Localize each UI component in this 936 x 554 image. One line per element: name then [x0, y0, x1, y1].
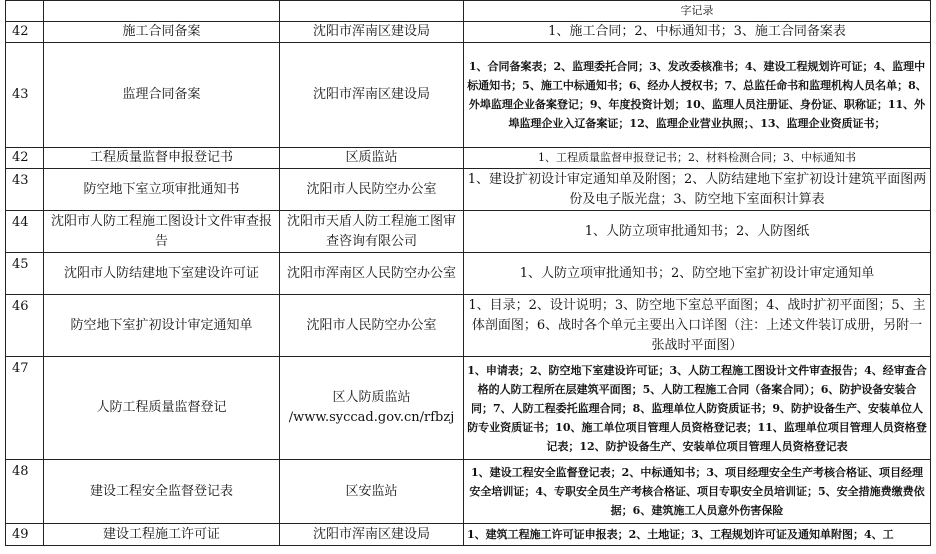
- row-number: 46: [6, 295, 44, 357]
- required-docs: 1、人防立项审批通知书；2、人防图纸: [464, 211, 931, 253]
- row-number: 47: [6, 357, 44, 460]
- row-number: 48: [6, 460, 44, 524]
- office-name: 沈阳市浑南区建设局: [280, 22, 464, 43]
- required-docs: 1、目录；2、设计说明；3、防空地下室总平面图；4、战时扩初平面图；5、主体剖面图；6、战时各个单元主要出入口详图（注：上述文件装订成册，另附一张战时平面图）: [464, 295, 931, 357]
- item-name: 施工合同备案: [44, 22, 280, 43]
- required-docs: 1、建设工程安全监督登记表；2、中标通知书；3、项目经理安全生产考核合格证、项目经理安全培训证；4、专职安全员生产考核合格证、项目专职安全员培训证；5、安全措施费缴费依据；6、建筑施工人员意外伤害保险: [464, 460, 931, 524]
- item-name: 建设工程安全监督登记表: [44, 460, 280, 524]
- row-number: 42: [6, 148, 44, 169]
- office-name: [280, 1, 464, 22]
- table-row: [6, 169, 931, 211]
- office-name: 区质监站: [280, 148, 464, 169]
- required-docs: 1、合同备案表；2、监理委托合同；3、发改委核准书；4、建设工程规划许可证；4、监理中标通知书；5、施工中标通知书；6、经办人授权书；7、总监任命书和监理机构人员名单；8、外埠监理企业备案登记；9、年度投资计划；10、监理人员注册证、身份证、职称证；11、外埠监理企业入辽备案证；12、监理企业营业执照；、13、监理企业资质证书；: [464, 43, 931, 148]
- table-row: [6, 295, 931, 357]
- row-number: 49: [6, 524, 44, 546]
- item-name: 沈阳市人防结建地下室建设许可证: [44, 253, 280, 295]
- table-row: [6, 43, 931, 148]
- required-docs: 字记录: [464, 1, 931, 22]
- required-docs: 1、申请表；2、防空地下室建设许可证；3、人防工程施工图设计文件审查报告；4、经审查合格的人防工程所在层建筑平面图；5、人防工程施工合同（备案合同）；6、防护设备安装合同；7、人防工程委托监理合同；8、监理单位人防资质证书；9、防护设备生产、安装单位人防专业资质证书；10、施工单位项目管理人员资格登记表；11、监理单位项目管理人员资格登记表；12、防护设备生产、安装单位项目管理人员资格登记表: [464, 357, 931, 460]
- required-docs: 1、施工合同；2、中标通知书；3、施工合同备案表: [464, 22, 931, 43]
- row-number: [6, 1, 44, 22]
- row-number: 44: [6, 211, 44, 253]
- item-name: 防空地下室立项审批通知书: [44, 169, 280, 211]
- table-row: [6, 148, 931, 169]
- item-name: 人防工程质量监督登记: [44, 357, 280, 460]
- item-name: 监理合同备案: [44, 43, 280, 148]
- table-row: [6, 460, 931, 524]
- table-row: [6, 253, 931, 295]
- item-name: 建设工程施工许可证: [44, 524, 280, 546]
- office-name: 沈阳市浑南区人民防空办公室: [280, 253, 464, 295]
- required-docs: 1、人防立项审批通知书；2、防空地下室扩初设计审定通知单: [464, 253, 931, 295]
- required-docs: 1、建设扩初设计审定通知单及附图；2、人防结建地下室扩初设计建筑平面图两份及电子版光盘；3、防空地下室面积计算表: [464, 169, 931, 211]
- office-name: 沈阳市人民防空办公室: [280, 295, 464, 357]
- office-name: 沈阳市浑南区建设局: [280, 43, 464, 148]
- required-docs: 1、工程质量监督申报登记书；2、材料检测合同；3、中标通知书: [464, 148, 931, 169]
- office-name: 区安监站: [280, 460, 464, 524]
- table-row: [6, 22, 931, 43]
- office-name: 沈阳市天盾人防工程施工图审查咨询有限公司: [280, 211, 464, 253]
- item-name: 防空地下室扩初设计审定通知单: [44, 295, 280, 357]
- office-name: 区人防质监站 /www.syccad.gov.cn/rfbzj: [280, 357, 464, 460]
- item-name: 工程质量监督申报登记书: [44, 148, 280, 169]
- row-number: 43: [6, 169, 44, 211]
- row-number: 43: [6, 43, 44, 148]
- table-row: [6, 211, 931, 253]
- table-row: [6, 357, 931, 460]
- row-number: 42: [6, 22, 44, 43]
- item-name: [44, 1, 280, 22]
- table-row: [6, 1, 931, 22]
- office-name: 沈阳市浑南区建设局: [280, 524, 464, 546]
- row-number: 45: [6, 253, 44, 295]
- required-docs: 1、建筑工程施工许可证申报表；2、土地证；3、工程规划许可证及通知单附图；4、工: [464, 524, 931, 546]
- office-name: 沈阳市人民防空办公室: [280, 169, 464, 211]
- item-name: 沈阳市人防工程施工图设计文件审查报告: [44, 211, 280, 253]
- document-table: [5, 0, 931, 546]
- table-row: [6, 524, 931, 546]
